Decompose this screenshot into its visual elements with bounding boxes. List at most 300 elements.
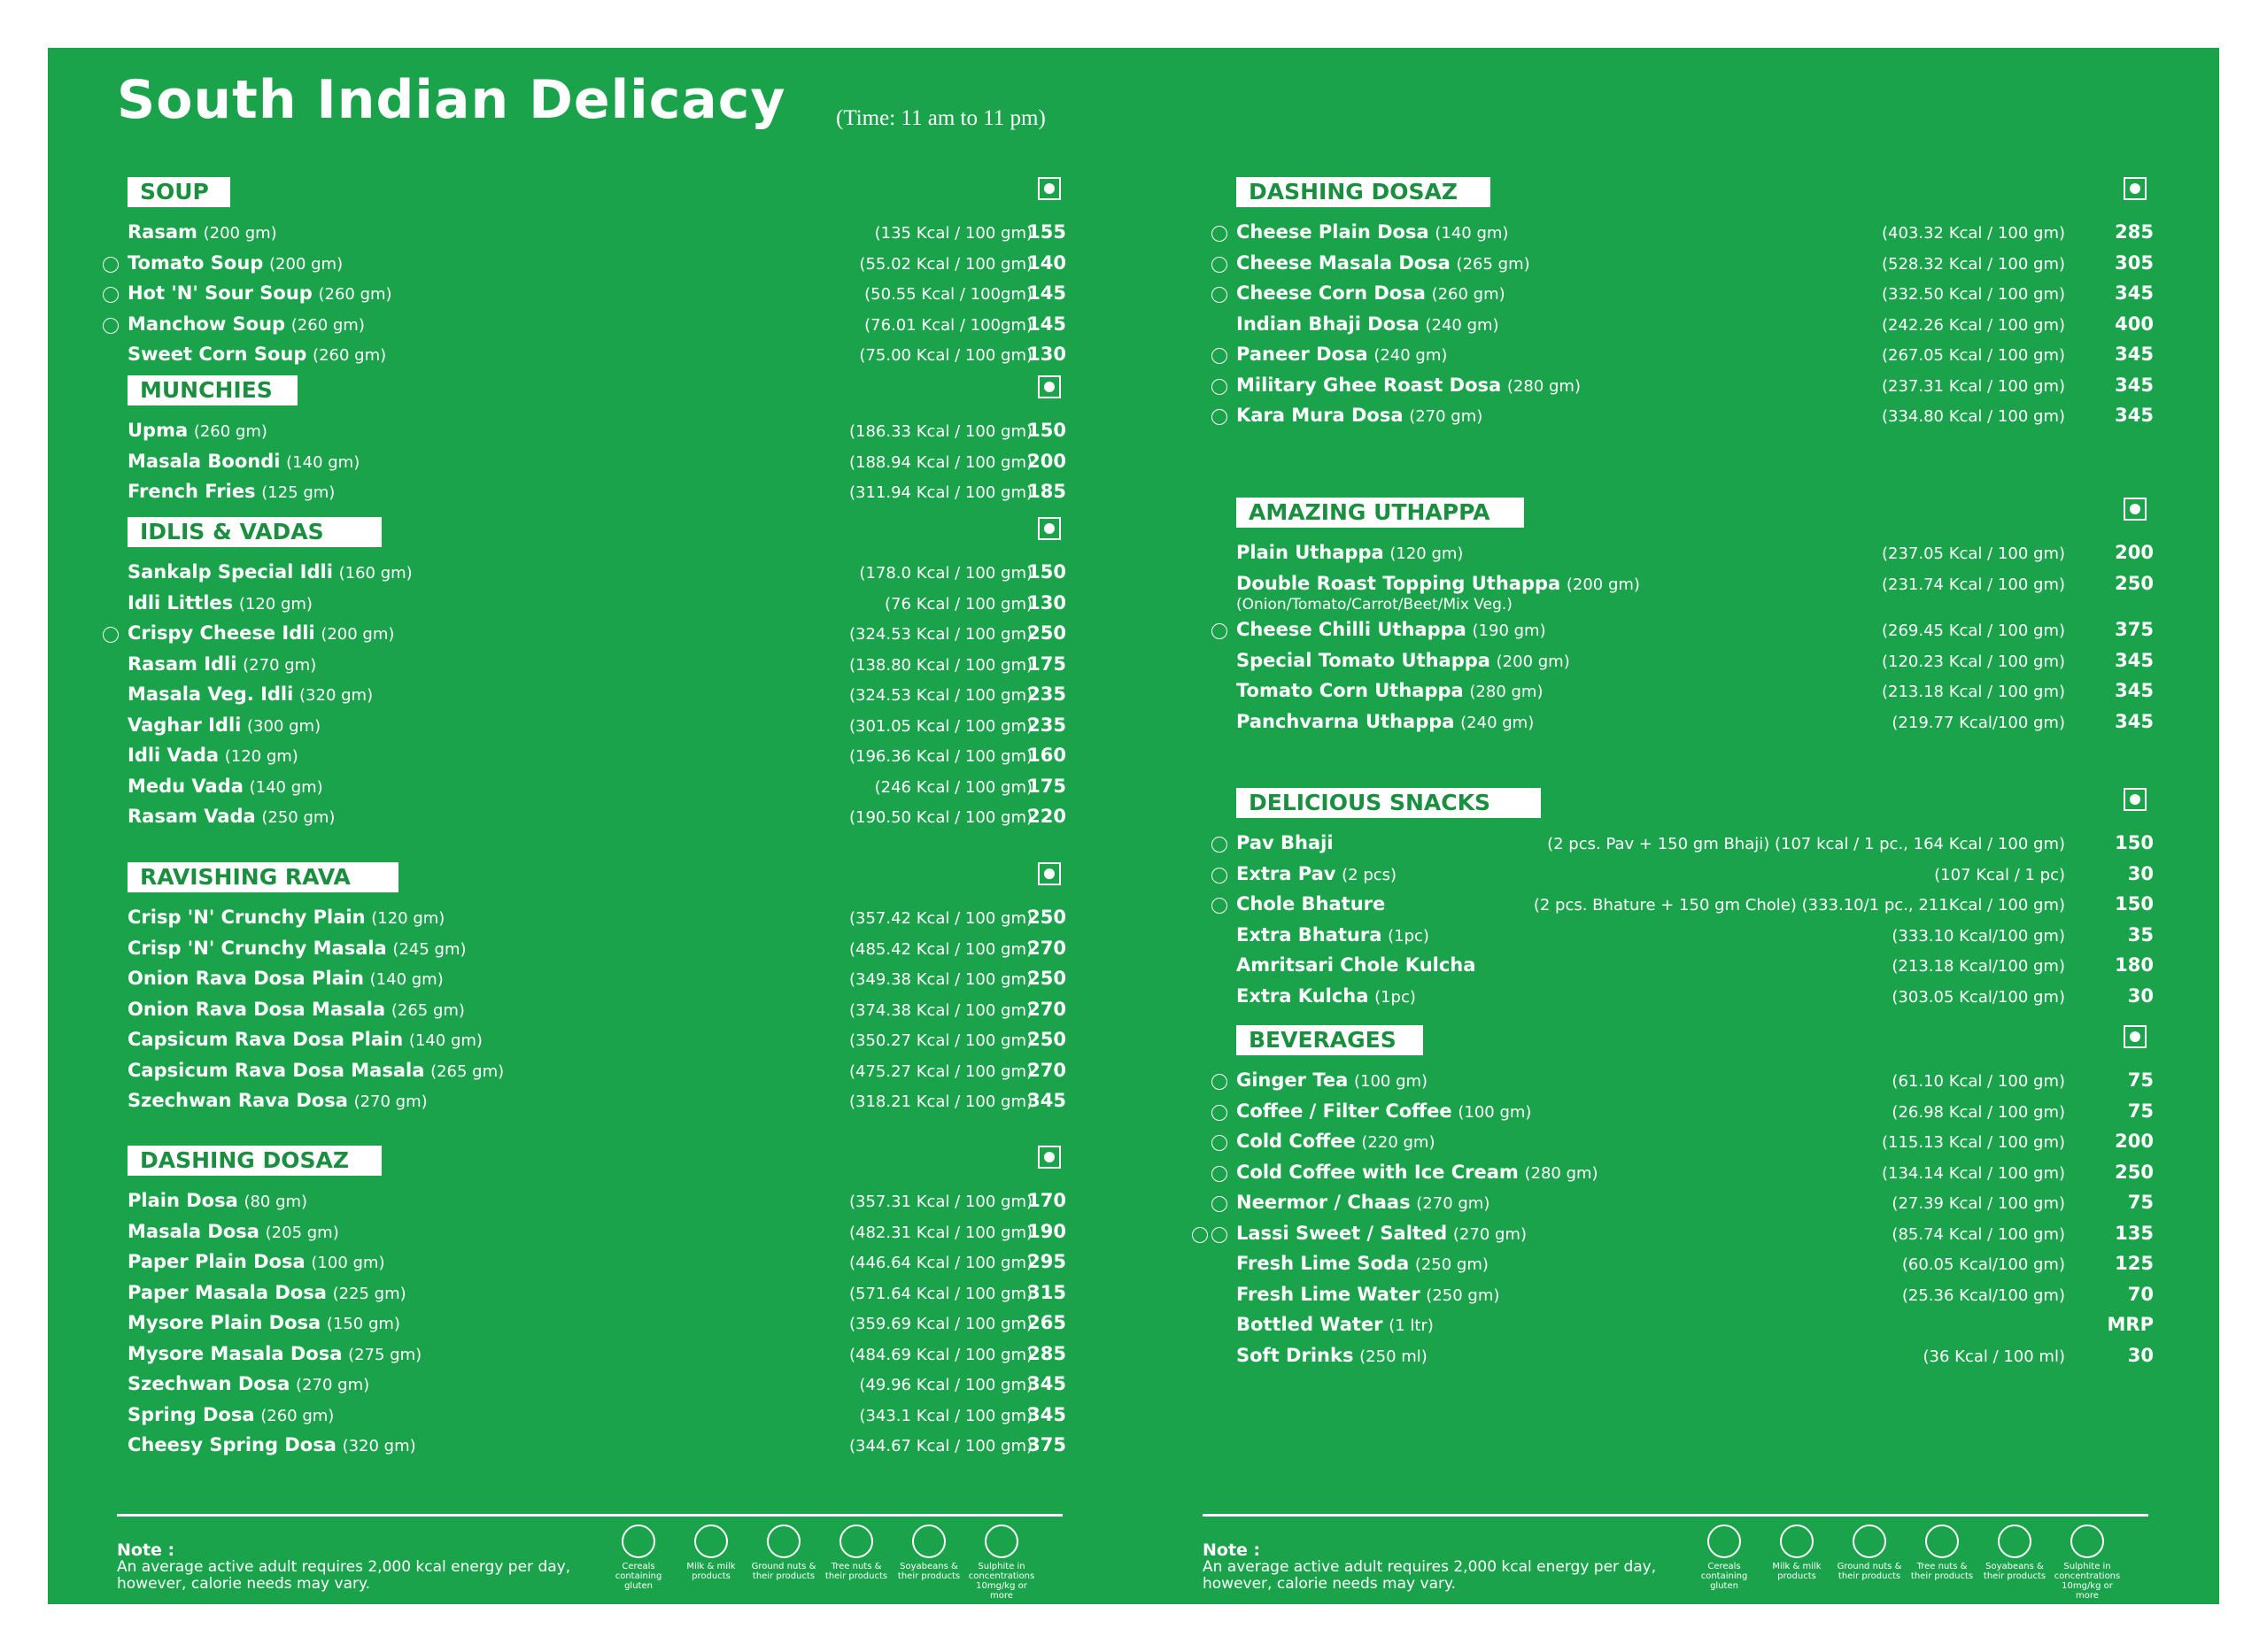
item-quantity: (260 gm) <box>313 346 387 365</box>
item-title: Masala Dosa <box>128 1220 259 1242</box>
menu-item <box>48 251 1066 282</box>
item-calories: (334.80 Kcal / 100 gm) <box>1881 407 2065 426</box>
item-price: 295 <box>1027 1251 1066 1272</box>
item-price: 285 <box>1027 1342 1066 1364</box>
item-price: 70 <box>2127 1283 2154 1305</box>
item-calories: (359.69 Kcal / 100 gm) <box>848 1315 1033 1333</box>
section-header <box>48 862 1063 894</box>
allergen-label: gluten <box>1710 1581 1738 1591</box>
item-title: French Fries <box>128 481 256 502</box>
allergen-label: Ground nuts & <box>751 1562 816 1571</box>
peanut-icon <box>1853 1525 1886 1558</box>
item-quantity: (140 gm) <box>1435 224 1509 243</box>
item-name <box>128 968 444 989</box>
item-quantity: (120 gm) <box>1389 544 1464 563</box>
allergen-legend-item <box>1978 1525 2051 1601</box>
note-title: Note : <box>117 1540 175 1560</box>
menu-item <box>48 418 1066 449</box>
item-title: Rasam <box>128 221 197 243</box>
item-calories: (85.74 Kcal / 100 gm) <box>1892 1224 2065 1244</box>
item-name <box>1236 1131 1435 1152</box>
allergen-icon <box>1211 1166 1227 1182</box>
item-title: Chole Bhature <box>1236 893 1386 915</box>
menu-item <box>48 1088 1066 1119</box>
menu-item <box>1157 648 2154 679</box>
item-quantity: (320 gm) <box>342 1437 416 1455</box>
item-name <box>128 221 277 243</box>
menu-item <box>1157 953 2154 984</box>
menu-item <box>48 560 1066 591</box>
allergen-icon <box>103 287 119 303</box>
item-quantity: (140 gm) <box>249 777 323 797</box>
item-name <box>1236 221 1508 243</box>
item-calories: (303.05 Kcal/100 gm) <box>1892 987 2065 1007</box>
item-price: 130 <box>1027 344 1066 365</box>
allergen-legend-item <box>675 1525 747 1601</box>
item-title: Extra Pav <box>1236 862 1336 884</box>
item-name <box>128 1404 334 1425</box>
allergen-icon <box>1211 409 1227 425</box>
item-title: Capsicum Rava Dosa Plain <box>128 1029 404 1050</box>
item-quantity: (200 gm) <box>1496 652 1570 671</box>
item-calories: (2 pcs. Pav + 150 gm Bhaji) (107 kcal / 1 pc., 164 Kcal / 100 gm) <box>1547 835 2065 853</box>
item-title: Paper Masala Dosa <box>128 1281 327 1303</box>
item-calories: (115.13 Kcal / 100 gm) <box>1881 1133 2065 1152</box>
menu-item <box>48 1402 1066 1433</box>
item-name <box>128 282 392 304</box>
item-title: Onion Rava Dosa Plain <box>128 968 364 989</box>
item-name <box>1236 680 1543 701</box>
menu-item <box>1157 312 2154 343</box>
item-title: Cheese Plain Dosa <box>1236 221 1429 243</box>
item-title: Mysore Plain Dosa <box>128 1312 321 1333</box>
section-title: AMAZING UTHAPPA <box>1236 498 1524 528</box>
item-quantity: (140 gm) <box>369 970 444 989</box>
footer-divider-left <box>117 1514 1063 1517</box>
item-calories: (357.42 Kcal / 100 gm) <box>848 909 1033 928</box>
item-quantity: (260 gm) <box>318 285 392 304</box>
item-name <box>1236 954 1475 976</box>
item-name <box>1236 282 1505 304</box>
item-price: 125 <box>2115 1253 2154 1274</box>
item-quantity: (250 gm) <box>261 808 336 827</box>
item-price: 250 <box>2115 1161 2154 1183</box>
item-price: 345 <box>1027 1403 1066 1425</box>
allergen-label: their products <box>1910 1571 1974 1581</box>
item-title: Soft Drinks <box>1236 1344 1354 1366</box>
section-header <box>1157 177 2148 209</box>
item-quantity: (120 gm) <box>224 747 298 766</box>
item-name <box>128 1434 416 1455</box>
item-price: 185 <box>1027 481 1066 502</box>
item-calories: (311.94 Kcal / 100 gm) <box>848 483 1033 502</box>
note-line: however, calorie needs may vary. <box>117 1575 371 1593</box>
item-name <box>128 1221 339 1242</box>
item-price: 135 <box>2115 1222 2154 1244</box>
menu-section <box>48 517 1066 835</box>
menu-item <box>48 936 1066 967</box>
menu-item <box>48 1310 1066 1341</box>
item-title: Idli Littles <box>128 591 234 614</box>
menu-item <box>48 743 1066 774</box>
menu-item <box>1157 342 2154 373</box>
item-name <box>128 1029 483 1050</box>
item-title: Idli Vada <box>128 745 220 766</box>
item-price: 250 <box>1027 1029 1066 1050</box>
sulphite-icon <box>985 1525 1018 1558</box>
item-name <box>1236 832 1334 853</box>
allergen-icon <box>1211 226 1227 242</box>
menu-item <box>1157 403 2154 434</box>
menu-item <box>48 1249 1066 1280</box>
item-quantity: (225 gm) <box>332 1284 406 1303</box>
allergen-label: their products <box>1983 1571 2046 1581</box>
item-price: 130 <box>1027 591 1066 614</box>
item-price: 285 <box>2115 221 2154 243</box>
menu-item <box>48 281 1066 312</box>
item-price: 140 <box>1027 251 1066 274</box>
menu-item <box>48 905 1066 936</box>
allergen-icon <box>1211 1196 1227 1212</box>
item-title: Sankalp Special Idli <box>128 561 333 583</box>
item-calories: (138.80 Kcal / 100 gm) <box>848 655 1033 675</box>
item-name <box>1236 344 1447 365</box>
item-calories: (237.31 Kcal / 100 gm) <box>1881 376 2065 396</box>
item-quantity: (270 gm) <box>243 655 317 675</box>
item-price: 175 <box>1027 775 1066 797</box>
allergen-legend-right <box>1688 1525 2124 1601</box>
item-calories: (357.31 Kcal / 100 gm) <box>848 1193 1033 1211</box>
item-calories: (231.74 Kcal / 100 gm) <box>1881 575 2065 594</box>
allergen-label: Sulphite in concentrations <box>968 1562 1035 1581</box>
item-price: 270 <box>1027 1059 1066 1081</box>
item-price: 345 <box>1027 1090 1066 1111</box>
menu-item <box>1157 1312 2154 1343</box>
item-quantity: (265 gm) <box>391 1000 465 1020</box>
item-title: Masala Veg. Idli <box>128 683 294 705</box>
item-title: Rasam Vada <box>128 806 256 827</box>
item-title: Manchow Soup <box>128 313 286 335</box>
item-price: 250 <box>1027 622 1066 644</box>
item-title: Fresh Lime Soda <box>1236 1253 1410 1274</box>
menu-item <box>1157 1221 2154 1252</box>
item-calories: (49.96 Kcal / 100 gm) <box>859 1376 1033 1394</box>
menu-item <box>1157 892 2154 922</box>
item-name <box>128 1251 384 1272</box>
section-title: DASHING DOSAZ <box>1236 177 1490 207</box>
item-calories: (135 Kcal / 100 gm) <box>874 224 1033 243</box>
item-price: 30 <box>2127 1344 2154 1366</box>
item-name <box>1236 893 1385 915</box>
allergen-label: their products <box>824 1571 888 1581</box>
section-header <box>1157 788 2148 820</box>
item-name <box>1236 1192 1489 1213</box>
menu-item <box>1157 540 2154 571</box>
item-title: Neermor / Chaas <box>1236 1192 1411 1213</box>
item-calories: (374.38 Kcal / 100 gm) <box>848 1000 1033 1020</box>
allergen-label: Ground nuts & <box>1837 1562 1902 1571</box>
item-title: Paper Plain Dosa <box>128 1251 306 1272</box>
item-title: Masala Boondi <box>128 450 281 472</box>
item-name <box>128 1343 422 1364</box>
item-name <box>128 745 298 766</box>
item-name <box>1236 1100 1531 1122</box>
item-calories: (446.64 Kcal / 100 gm) <box>848 1254 1033 1272</box>
menu-item <box>1157 373 2154 404</box>
menu-item <box>48 1219 1066 1250</box>
item-name <box>128 683 373 705</box>
item-price: 30 <box>2127 862 2154 884</box>
menu-section <box>48 177 1066 373</box>
menu-item <box>1157 861 2154 892</box>
item-title: Tomato Corn Uthappa <box>1236 680 1464 701</box>
item-title: Rasam Idli <box>128 652 237 675</box>
item-quantity: (80 gm) <box>244 1193 308 1211</box>
item-price: 315 <box>1027 1281 1066 1303</box>
item-price: 200 <box>2115 542 2154 563</box>
item-name <box>128 1282 406 1303</box>
item-name <box>128 938 467 959</box>
item-calories: (134.14 Kcal / 100 gm) <box>1881 1163 2065 1183</box>
item-quantity: (250 ml) <box>1359 1347 1428 1366</box>
item-title: Cheese Chilli Uthappa <box>1236 619 1466 640</box>
menu-item <box>48 713 1066 744</box>
item-calories: (75.00 Kcal / 100 gm) <box>859 346 1033 365</box>
item-name <box>1236 252 1530 274</box>
item-price: 345 <box>2115 374 2154 396</box>
allergen-label: 10mg/kg or more <box>2062 1581 2113 1601</box>
note-line: An average active adult requires 2,000 kcal energy per day, <box>117 1558 571 1576</box>
item-quantity: (260 gm) <box>193 422 267 441</box>
veg-mark-icon <box>1038 1146 1061 1169</box>
item-price: 345 <box>2115 405 2154 426</box>
peanut-icon <box>767 1525 801 1558</box>
item-calories: (2 pcs. Bhature + 150 gm Chole) (333.10/1 pc., 211Kcal / 100 gm) <box>1533 896 2065 915</box>
allergen-label: Tree nuts & <box>831 1562 882 1571</box>
allergen-icon <box>1211 868 1227 884</box>
item-name <box>1236 1284 1499 1305</box>
section-header <box>48 375 1063 407</box>
allergen-label: Sulphite in concentrations <box>2054 1562 2121 1581</box>
item-name <box>1236 924 1429 946</box>
allergen-label: Cereals containing <box>1700 1562 1748 1581</box>
item-name <box>1236 1314 1434 1335</box>
veg-mark-icon <box>1038 177 1061 200</box>
allergen-legend-item <box>1833 1525 1906 1601</box>
item-name <box>1236 1162 1598 1183</box>
item-title: Hot 'N' Sour Soup <box>128 282 313 304</box>
allergen-label: their products <box>752 1571 816 1581</box>
item-price: MRP <box>2107 1314 2154 1335</box>
menu-item <box>48 1280 1066 1311</box>
item-title: Tomato Soup <box>128 251 264 274</box>
item-price: 190 <box>1027 1220 1066 1242</box>
item-quantity: (300 gm) <box>247 716 321 736</box>
item-quantity: (205 gm) <box>265 1223 339 1242</box>
item-title: Pav Bhaji <box>1236 832 1334 853</box>
item-price: 145 <box>1027 313 1066 335</box>
section-header <box>48 177 1063 209</box>
allergen-icon <box>1211 898 1227 914</box>
menu-item <box>48 1027 1066 1058</box>
item-title: Kara Mura Dosa <box>1236 405 1404 426</box>
item-price: 155 <box>1027 221 1066 243</box>
item-calories: (269.45 Kcal / 100 gm) <box>1881 621 2065 640</box>
item-title: Szechwan Dosa <box>128 1373 290 1394</box>
item-price: 200 <box>1027 450 1066 472</box>
menu-item <box>48 1058 1066 1089</box>
allergen-label: 10mg/kg or more <box>976 1581 1027 1601</box>
item-name <box>128 1373 369 1394</box>
item-quantity: (260 gm) <box>290 315 365 335</box>
item-quantity: (280 gm) <box>1506 376 1581 396</box>
item-price: 75 <box>2127 1192 2154 1213</box>
item-quantity: (270 gm) <box>296 1376 370 1394</box>
menu-item <box>1157 281 2154 312</box>
item-quantity: (250 gm) <box>1414 1255 1489 1274</box>
item-quantity: (270 gm) <box>353 1092 428 1111</box>
menu-item <box>1157 1129 2154 1160</box>
soybean-icon <box>1998 1525 2031 1558</box>
item-name <box>128 1312 400 1333</box>
menu-item <box>1157 984 2154 1015</box>
item-calories: (120.23 Kcal / 100 gm) <box>1881 652 2065 671</box>
menu-item <box>1157 1160 2154 1191</box>
menu-item <box>48 449 1066 480</box>
item-price: 400 <box>2115 313 2154 335</box>
item-price: 270 <box>1027 998 1066 1020</box>
section-title: SOUP <box>128 177 230 207</box>
section-title: MUNCHIES <box>128 375 298 405</box>
item-price: 150 <box>2115 893 2154 915</box>
item-name <box>128 653 316 675</box>
item-price: 270 <box>1027 937 1066 959</box>
item-name <box>1236 863 1397 884</box>
item-title: Capsicum Rava Dosa Masala <box>128 1059 425 1081</box>
item-price: 305 <box>2115 251 2154 274</box>
item-price: 160 <box>1027 745 1066 766</box>
item-name <box>1236 619 1546 640</box>
menu-item <box>1157 1190 2154 1221</box>
item-price: 375 <box>2115 619 2154 640</box>
item-name <box>128 451 360 472</box>
allergen-label: Milk & milk <box>1772 1562 1822 1571</box>
menu-section <box>48 1146 1066 1463</box>
allergen-legend-item <box>820 1525 893 1601</box>
veg-mark-icon <box>2124 788 2147 811</box>
item-quantity: (160 gm) <box>338 564 413 583</box>
item-price: 30 <box>2127 984 2154 1007</box>
menu-item <box>48 591 1066 621</box>
section-title: DELICIOUS SNACKS <box>1236 788 1541 818</box>
veg-mark-icon <box>1038 862 1061 885</box>
item-name <box>1236 542 1463 563</box>
item-price: 175 <box>1027 652 1066 675</box>
item-price: 235 <box>1027 714 1066 736</box>
footer-note-left <box>117 1542 570 1593</box>
item-price: 180 <box>2115 954 2154 976</box>
menu-item <box>1157 1068 2154 1099</box>
section-header <box>1157 1025 2148 1057</box>
item-title: Medu Vada <box>128 775 244 797</box>
item-calories: (324.53 Kcal / 100 gm) <box>848 625 1033 644</box>
menu-item <box>1157 1282 2154 1313</box>
item-title: Crisp 'N' Crunchy Masala <box>128 937 387 959</box>
item-calories: (190.50 Kcal / 100 gm) <box>848 808 1033 827</box>
tree-nut-icon <box>1925 1525 1959 1558</box>
item-calories: (332.50 Kcal / 100 gm) <box>1881 285 2065 304</box>
allergen-label: Tree nuts & <box>1916 1562 1968 1571</box>
item-quantity: (200 gm) <box>321 625 395 644</box>
item-quantity: (1pc) <box>1388 926 1429 946</box>
item-calories: (344.67 Kcal / 100 gm) <box>848 1437 1033 1455</box>
item-quantity: (265 gm) <box>430 1061 505 1081</box>
menu-item <box>48 652 1066 683</box>
menu-item <box>48 682 1066 713</box>
item-title: Coffee / Filter Coffee <box>1236 1100 1452 1122</box>
item-title: Crispy Cheese Idli <box>128 622 315 644</box>
menu-item <box>48 342 1066 373</box>
item-name <box>128 1090 428 1111</box>
item-title: Crisp 'N' Crunchy Plain <box>128 907 366 928</box>
item-name <box>1236 1223 1527 1244</box>
item-calories: (213.18 Kcal/100 gm) <box>1892 957 2065 976</box>
menu-item <box>48 1341 1066 1372</box>
item-price: 345 <box>2115 680 2154 701</box>
item-calories: (482.31 Kcal / 100 gm) <box>848 1223 1033 1242</box>
item-quantity: (280 gm) <box>1524 1163 1598 1183</box>
note-title: Note : <box>1203 1540 1261 1560</box>
footer-note-right <box>1203 1542 1656 1593</box>
item-quantity: (250 gm) <box>1426 1285 1500 1305</box>
item-name <box>1236 374 1581 396</box>
item-price: 150 <box>1027 420 1066 441</box>
item-calories: (350.27 Kcal / 100 gm) <box>848 1031 1033 1050</box>
item-quantity: (280 gm) <box>1469 683 1544 701</box>
allergen-legend-item <box>1688 1525 1760 1601</box>
menu-item <box>1157 678 2154 709</box>
allergen-icon <box>103 318 119 334</box>
item-calories: (484.69 Kcal / 100 gm) <box>848 1345 1033 1364</box>
item-calories: (349.38 Kcal / 100 gm) <box>848 970 1033 989</box>
allergen-legend-item <box>747 1525 820 1601</box>
item-title: Indian Bhaji Dosa <box>1236 313 1420 335</box>
allergen-legend-item <box>1906 1525 1978 1601</box>
soybean-icon <box>912 1525 946 1558</box>
item-quantity: (240 gm) <box>1373 346 1448 365</box>
item-title: Vaghar Idli <box>128 714 242 736</box>
item-title: Bottled Water <box>1236 1314 1383 1335</box>
item-quantity: (125 gm) <box>261 483 336 502</box>
item-calories: (324.53 Kcal / 100 gm) <box>848 686 1033 705</box>
item-price: 250 <box>1027 968 1066 989</box>
item-name <box>128 999 465 1020</box>
item-price: 265 <box>1027 1312 1066 1333</box>
item-title: Double Roast Topping Uthappa <box>1236 572 1561 594</box>
item-quantity: (240 gm) <box>1425 315 1499 335</box>
menu-item <box>48 312 1066 343</box>
veg-mark-icon <box>1038 375 1061 398</box>
menu-section <box>1157 498 2154 739</box>
allergen-icon <box>1192 1227 1208 1243</box>
item-price: 220 <box>1027 806 1066 827</box>
item-name <box>128 252 343 274</box>
item-calories: (246 Kcal / 100 gm) <box>874 777 1033 797</box>
item-price: 75 <box>2127 1069 2154 1091</box>
item-name <box>1236 573 1640 594</box>
item-name <box>128 714 321 736</box>
menu-item <box>48 220 1066 251</box>
